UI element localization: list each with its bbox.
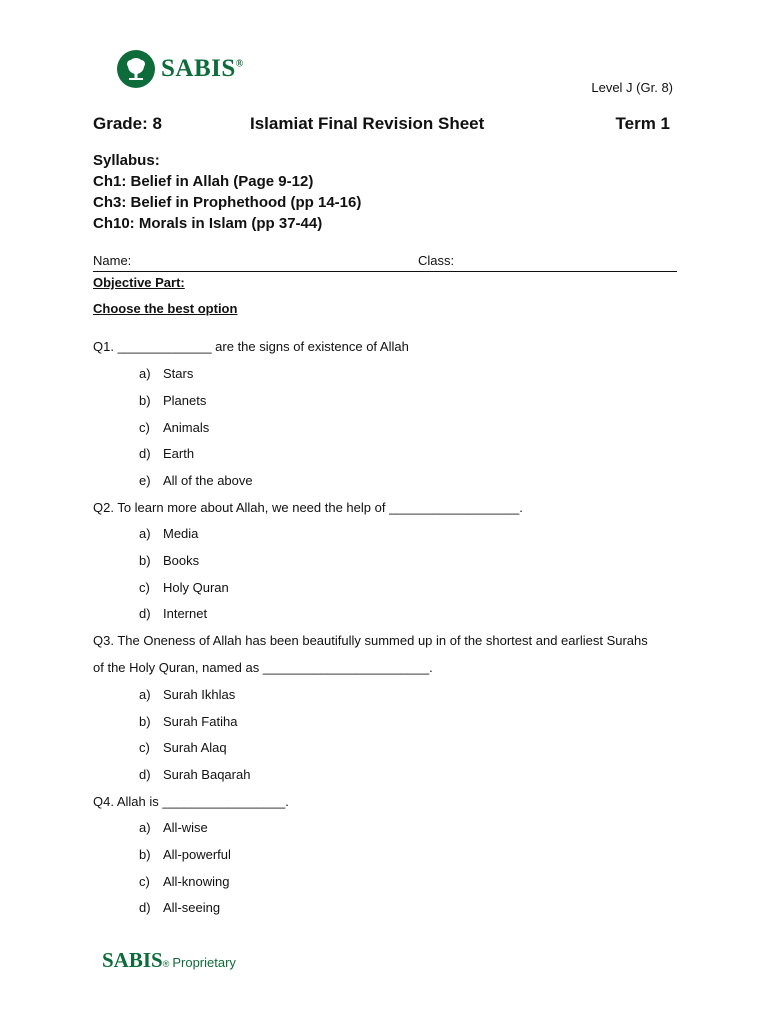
question-4: Q4. Allah is _________________. <box>93 794 289 809</box>
syllabus-chapter: Ch3: Belief in Prophethood (pp 14-16) <box>93 194 362 211</box>
option: d) Surah Baqarah <box>139 767 251 782</box>
option: a) Surah Ikhlas <box>139 687 236 702</box>
option: c) Holy Quran <box>139 580 229 595</box>
option: d) Internet <box>139 606 208 621</box>
footer-proprietary: Proprietary <box>172 955 236 970</box>
option: c) All-knowing <box>139 874 230 889</box>
name-field[interactable]: Name: <box>93 253 132 268</box>
grade-label: Grade: 8 <box>93 114 162 133</box>
option: b) All-powerful <box>139 847 231 862</box>
option: c) Animals <box>139 420 210 435</box>
option: b) Planets <box>139 393 207 408</box>
title-row <box>93 114 670 136</box>
question-1: Q1. _____________ are the signs of existence of Allah <box>93 339 409 354</box>
objective-heading: Objective Part: <box>93 275 185 290</box>
page-title: Islamiat Final Revision Sheet <box>250 114 485 133</box>
syllabus-chapter: Ch1: Belief in Allah (Page 9-12) <box>93 173 314 190</box>
option: a) Media <box>139 526 199 541</box>
option: d) Earth <box>139 446 195 461</box>
question-3: Q3. The Oneness of Allah has been beautifully summed up in of the shortest and earliest Surahs <box>93 633 648 648</box>
tree-icon <box>117 50 155 88</box>
level-label: Level J (Gr. 8) <box>591 80 673 95</box>
class-field[interactable]: Class: <box>418 253 455 268</box>
option: b) Surah Fatiha <box>139 714 238 729</box>
question-2: Q2. To learn more about Allah, we need the help of __________________. <box>93 500 523 515</box>
syllabus-chapter: Ch10: Morals in Islam (pp 37-44) <box>93 215 323 232</box>
syllabus-heading: Syllabus: <box>93 152 160 169</box>
option: a) All-wise <box>139 820 208 835</box>
term-label: Term 1 <box>615 114 670 133</box>
instruction-heading: Choose the best option <box>93 301 238 316</box>
syllabus <box>93 150 361 234</box>
option: e) All of the above <box>139 473 253 488</box>
name-class-row <box>93 253 677 272</box>
option: a) Stars <box>139 366 194 381</box>
question-3-continued: of the Holy Quran, named as _______________________. <box>93 660 433 675</box>
option: d) All-seeing <box>139 900 221 915</box>
option: b) Books <box>139 553 200 568</box>
footer-logo: SABIS ® Proprietary <box>102 948 236 972</box>
sabis-logo <box>117 48 244 90</box>
logo-text: SABIS® <box>161 55 244 82</box>
option: c) Surah Alaq <box>139 740 227 755</box>
